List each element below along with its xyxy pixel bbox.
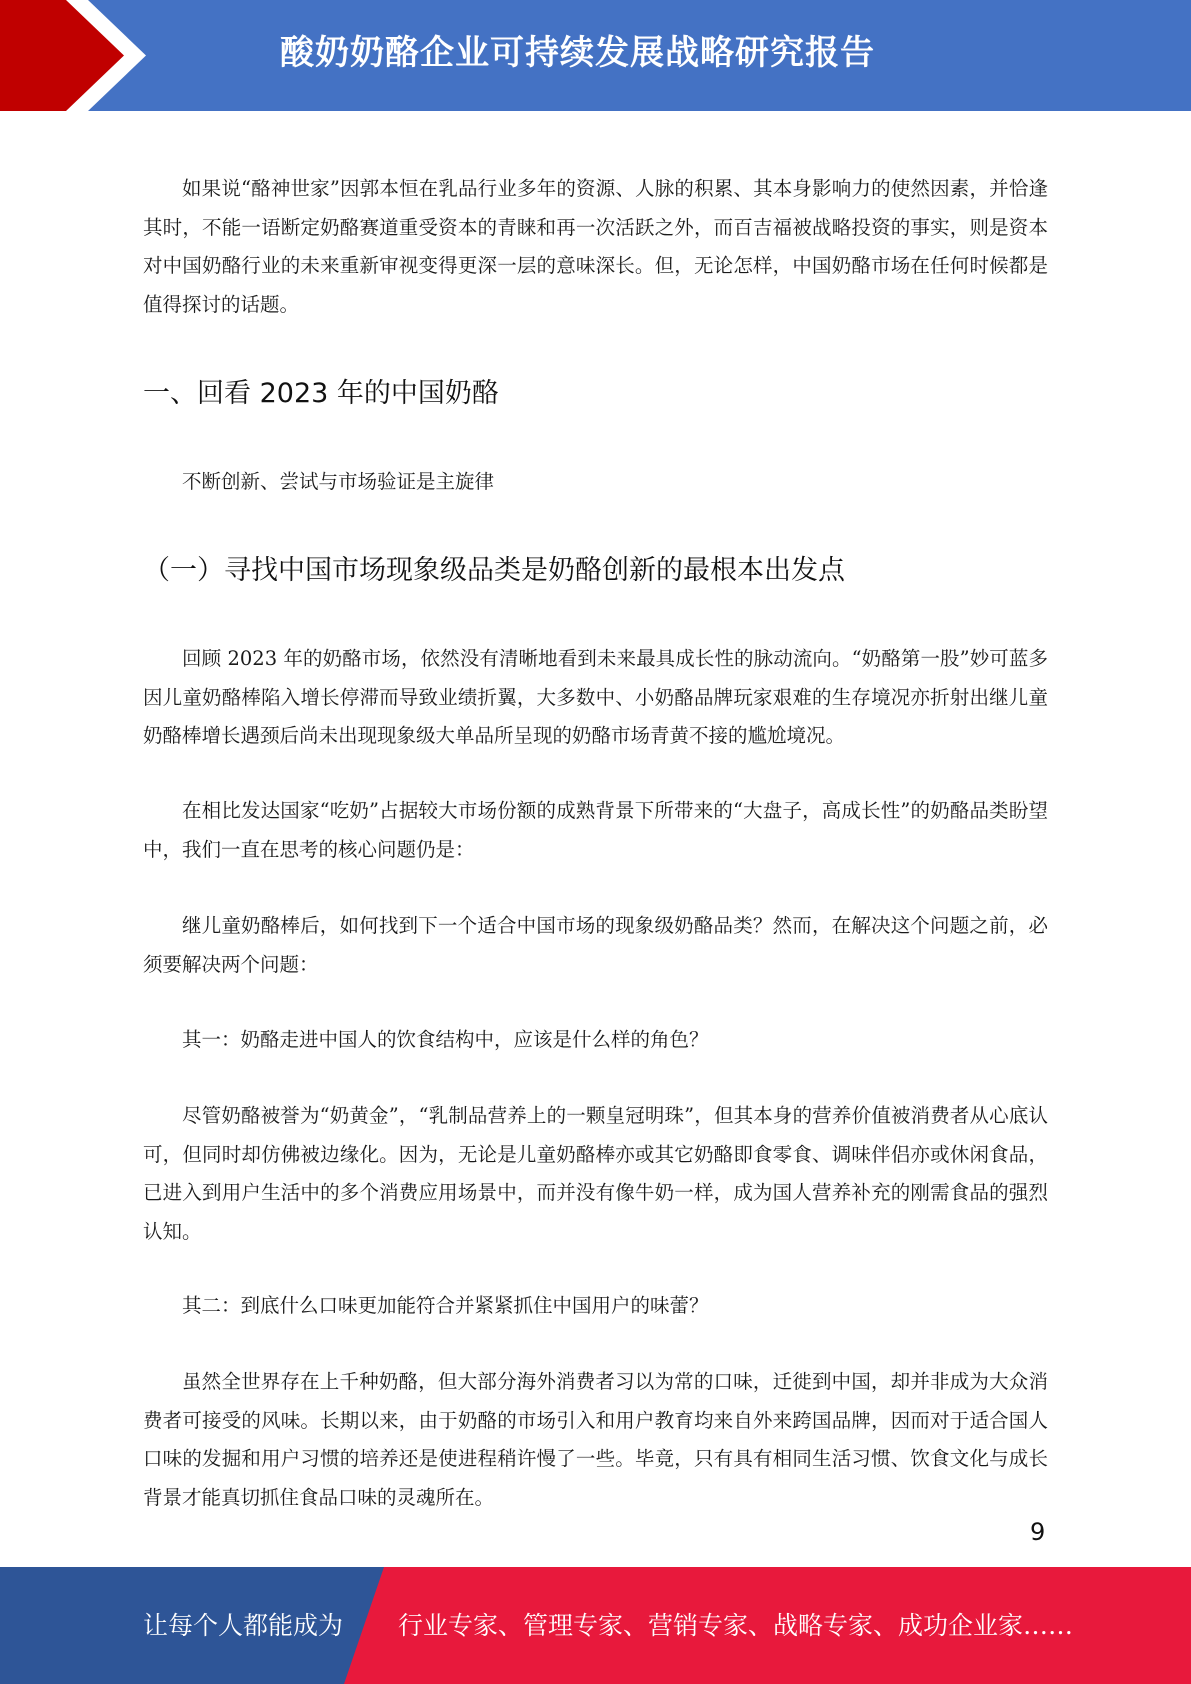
section-heading: 一、回看 2023 年的中国奶酪 bbox=[143, 378, 499, 409]
footer-slogan-left: 让每个人都能成为 bbox=[143, 1611, 344, 1640]
subsection-heading: （一）寻找中国市场现象级品类是奶酪创新的最根本出发点 bbox=[143, 555, 845, 586]
footer-banner bbox=[0, 1567, 1191, 1684]
subline-block bbox=[143, 463, 1048, 502]
paragraph-2-block bbox=[143, 792, 1048, 869]
footer-slogan-right: 行业专家、管理专家、营销专家、战略专家、成功企业家…… bbox=[398, 1611, 1074, 1640]
intro-paragraph: 如果说“酪神世家”因郭本恒在乳品行业多年的资源、人脉的积累、其本身影响力的使然因素，并恰逢其时，不能一语断定奶酪赛道重受资本的青睐和再一次活跃之外，而百吉福被战略投资的事实，则是资本对中国奶酪行业的未来重新审视变得更深一层的意味深长。但，无论怎样，中国奶酪市场在任何时候都是值得探讨的话题。 bbox=[143, 177, 1048, 316]
header-banner bbox=[0, 0, 1191, 111]
question-2-block bbox=[143, 1287, 1048, 1326]
paragraph: 尽管奶酪被誉为“奶黄金”，“乳制品营养上的一颗皇冠明珠”，但其本身的营养价值被消费者从心底认可，但同时却仿佛被边缘化。因为，无论是儿童奶酪棒亦或其它奶酪即食零食、调味伴侣亦或休闲食品，已进入到用户生活中的多个消费应用场景中，而并没有像牛奶一样，成为国人营养补充的刚需食品的强烈认知。 bbox=[143, 1104, 1048, 1243]
paragraph-3-block bbox=[143, 907, 1048, 984]
paragraph: 继儿童奶酪棒后，如何找到下一个适合中国市场的现象级奶酪品类？然而，在解决这个问题之前，必须要解决两个问题： bbox=[143, 914, 1048, 976]
header-arrow-decoration bbox=[0, 0, 160, 111]
section-subline: 不断创新、尝试与市场验证是主旋律 bbox=[182, 470, 495, 493]
question-line: 其一：奶酪走进中国人的饮食结构中，应该是什么样的角色？ bbox=[182, 1028, 709, 1051]
question-line: 其二：到底什么口味更加能符合并紧紧抓住中国用户的味蕾？ bbox=[182, 1294, 709, 1317]
paragraph: 在相比发达国家“吃奶”占据较大市场份额的成熟背景下所带来的“大盘子，高成长性”的奶酪品类盼望中，我们一直在思考的核心问题仍是： bbox=[143, 799, 1048, 861]
paragraph-5-block bbox=[143, 1363, 1048, 1517]
paragraph: 回顾 2023 年的奶酪市场，依然没有清晰地看到未来最具成长性的脉动流向。“奶酪第一股”妙可蓝多因儿童奶酪棒陷入增长停滞而导致业绩折翼，大多数中、小奶酪品牌玩家艰难的生存境况亦折射出继儿童奶酪棒增长遇颈后尚未出现现象级大单品所呈现的奶酪市场青黄不接的尴尬境况。 bbox=[143, 647, 1048, 747]
intro-paragraph-block bbox=[143, 170, 1048, 324]
question-1-block bbox=[143, 1021, 1048, 1060]
report-title: 酸奶奶酪企业可持续发展战略研究报告 bbox=[280, 33, 875, 73]
paragraph-1-block bbox=[143, 640, 1048, 756]
page-number: 9 bbox=[1030, 1518, 1046, 1546]
paragraph-4-block bbox=[143, 1097, 1048, 1251]
paragraph: 虽然全世界存在上千种奶酪，但大部分海外消费者习以为常的口味，迁徙到中国，却并非成为大众消费者可接受的风味。长期以来，由于奶酪的市场引入和用户教育均来自外来跨国品牌，因而对于适合国人口味的发掘和用户习惯的培养还是使进程稍许慢了一些。毕竟，只有具有相同生活习惯、饮食文化与成长背景才能真切抓住食品口味的灵魂所在。 bbox=[143, 1370, 1048, 1509]
